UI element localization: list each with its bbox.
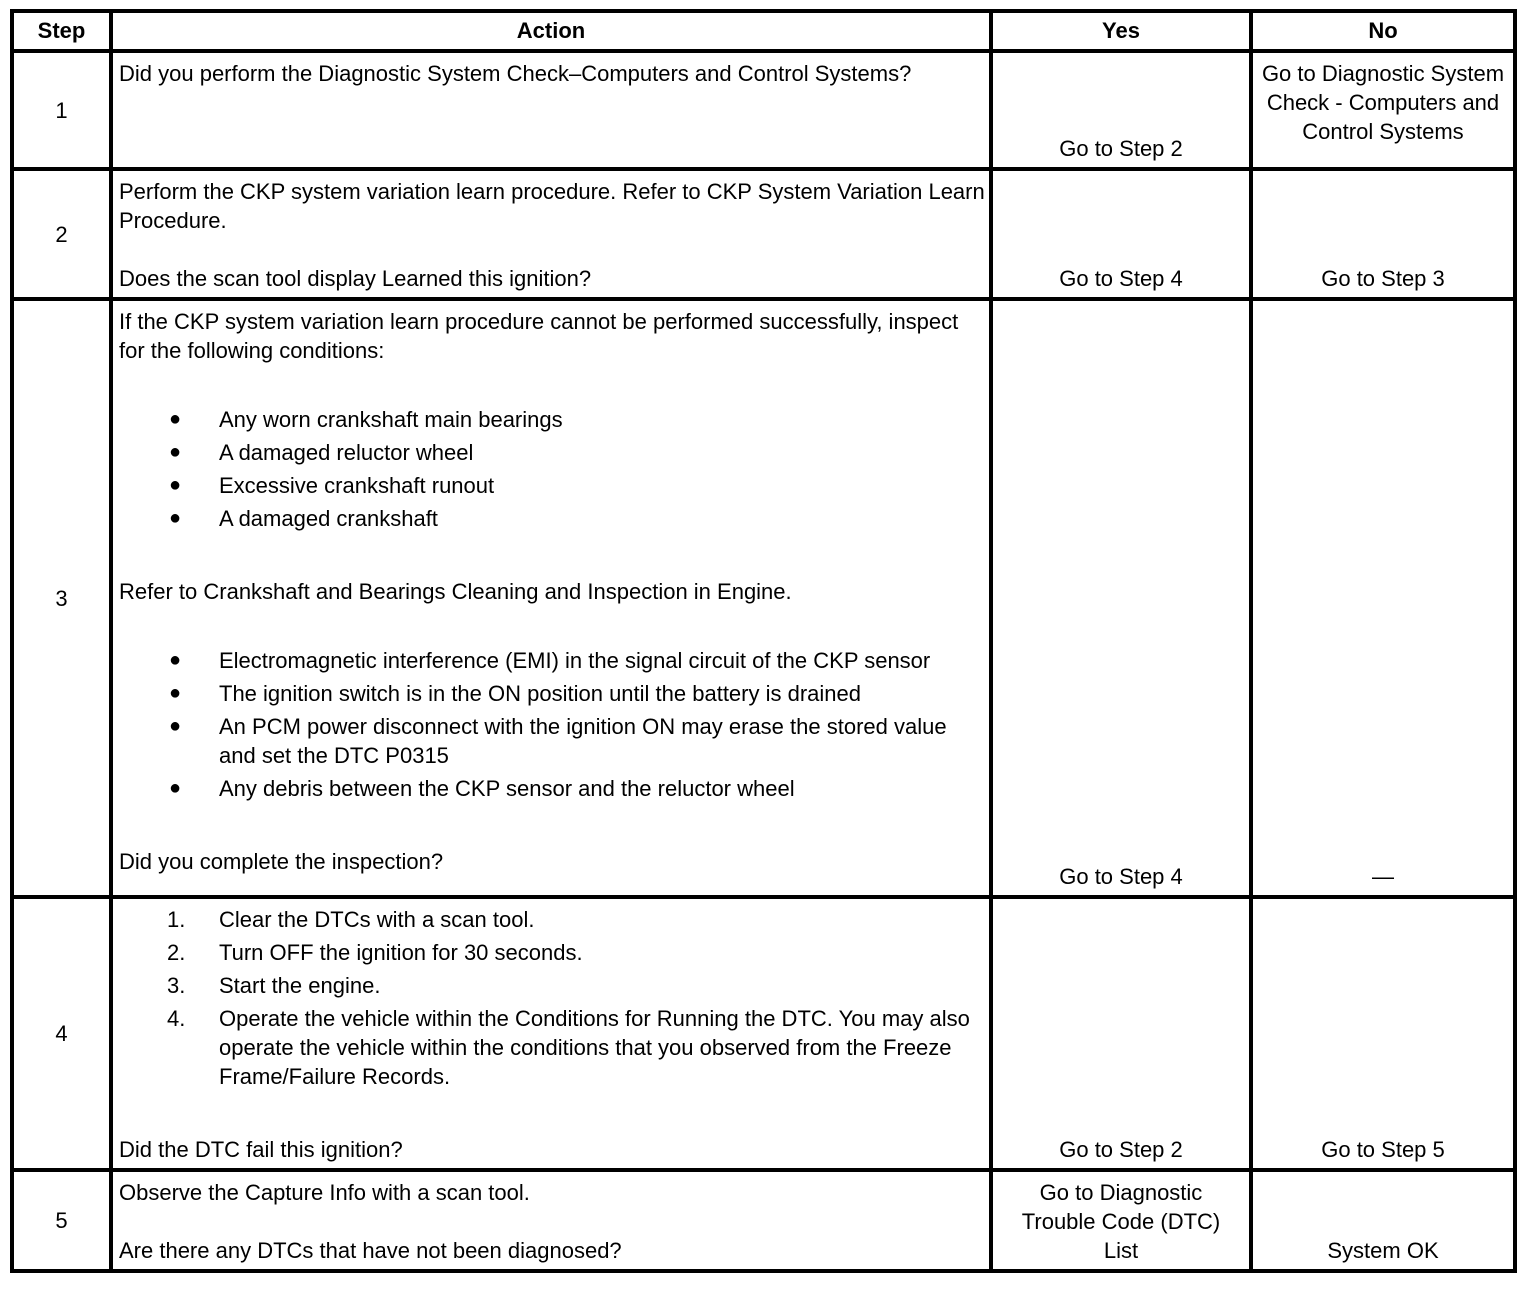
action-text: Did you perform the Diagnostic System Check–Computers and Control Systems? (119, 61, 912, 86)
step-number: 5 (12, 1170, 111, 1271)
table-row (12, 299, 1515, 897)
list-item: ● Electromagnetic interference (EMI) in the signal circuit of the CKP sensor (169, 648, 931, 673)
list-item: 1. Clear the DTCs with a scan tool. (167, 907, 535, 932)
bullet-icon: ● (169, 474, 182, 496)
action-text: Perform the CKP system variation learn procedure. Refer to CKP System Variation Learn Procedure. (119, 179, 985, 233)
no-cell: Go to Step 5 (1251, 897, 1515, 1170)
bullet-icon: ● (169, 408, 182, 430)
action-cell (111, 299, 991, 897)
action-cell (111, 897, 991, 1170)
step-number: 2 (12, 169, 111, 299)
action-cell (111, 1170, 991, 1271)
no-cell: — (1251, 299, 1515, 897)
action-question: Did you complete the inspection? (119, 849, 444, 874)
table-row (12, 897, 1515, 1170)
header-action: Action (111, 11, 991, 51)
yes-cell (991, 1170, 1251, 1271)
diagnostic-table (10, 9, 1517, 1273)
list-item: ● A damaged reluctor wheel (169, 440, 474, 465)
bullet-icon: ● (169, 682, 182, 704)
condition-list (119, 646, 985, 803)
list-item: 2. Turn OFF the ignition for 30 seconds. (167, 940, 583, 965)
no-cell (1251, 51, 1515, 169)
action-question: Does the scan tool display Learned this ignition? (119, 266, 592, 291)
bullet-icon: ● (169, 649, 182, 671)
action-text: Observe the Capture Info with a scan tool. (119, 1180, 530, 1205)
header-step: Step (12, 11, 111, 51)
header-row (12, 11, 1515, 51)
list-item: ● Excessive crankshaft runout (169, 473, 495, 498)
step-number: 3 (12, 299, 111, 897)
header-no: No (1251, 11, 1515, 51)
table-row (12, 169, 1515, 299)
action-question: Are there any DTCs that have not been diagnosed? (119, 1238, 622, 1263)
action-cell (111, 51, 991, 169)
bullet-icon: ● (169, 777, 182, 799)
bullet-icon: ● (169, 715, 182, 737)
table-row (12, 51, 1515, 169)
table-row (12, 1170, 1515, 1271)
yes-text: Go to Diagnostic Trouble Code (DTC) List (1021, 1180, 1221, 1263)
condition-list (119, 405, 985, 533)
list-item: ● Any debris between the CKP sensor and the reluctor wheel (169, 776, 795, 801)
yes-cell: Go to Step 2 (991, 897, 1251, 1170)
action-text: If the CKP system variation learn procedure cannot be performed successfully, inspect for the following conditions: (119, 309, 959, 363)
list-item: 3. Start the engine. (167, 973, 381, 998)
action-cell (111, 169, 991, 299)
header-yes: Yes (991, 11, 1251, 51)
list-item: ● Any worn crankshaft main bearings (169, 407, 563, 432)
step-number: 1 (12, 51, 111, 169)
list-item: ● The ignition switch is in the ON position until the battery is drained (169, 681, 861, 706)
refer-text: Refer to Crankshaft and Bearings Cleaning and Inspection in Engine. (119, 579, 792, 604)
step-number: 4 (12, 897, 111, 1170)
action-question: Did the DTC fail this ignition? (119, 1137, 403, 1162)
yes-cell: Go to Step 4 (991, 169, 1251, 299)
no-cell: Go to Step 3 (1251, 169, 1515, 299)
list-item: ● A damaged crankshaft (169, 506, 438, 531)
list-item: ● An PCM power disconnect with the ignition ON may erase the stored value and set the DTC P0315 (169, 714, 947, 768)
yes-cell: Go to Step 4 (991, 299, 1251, 897)
procedure-list (119, 905, 985, 1091)
no-cell: System OK (1251, 1170, 1515, 1271)
yes-cell: Go to Step 2 (991, 51, 1251, 169)
bullet-icon: ● (169, 441, 182, 463)
bullet-icon: ● (169, 507, 182, 529)
no-text: Go to Diagnostic System Check - Computers and Control Systems (1261, 61, 1505, 144)
list-item: 4. Operate the vehicle within the Conditions for Running the DTC. You may also operate the vehicle within the conditions that you observed from the Freeze Frame/Failure Records. (167, 1006, 970, 1089)
